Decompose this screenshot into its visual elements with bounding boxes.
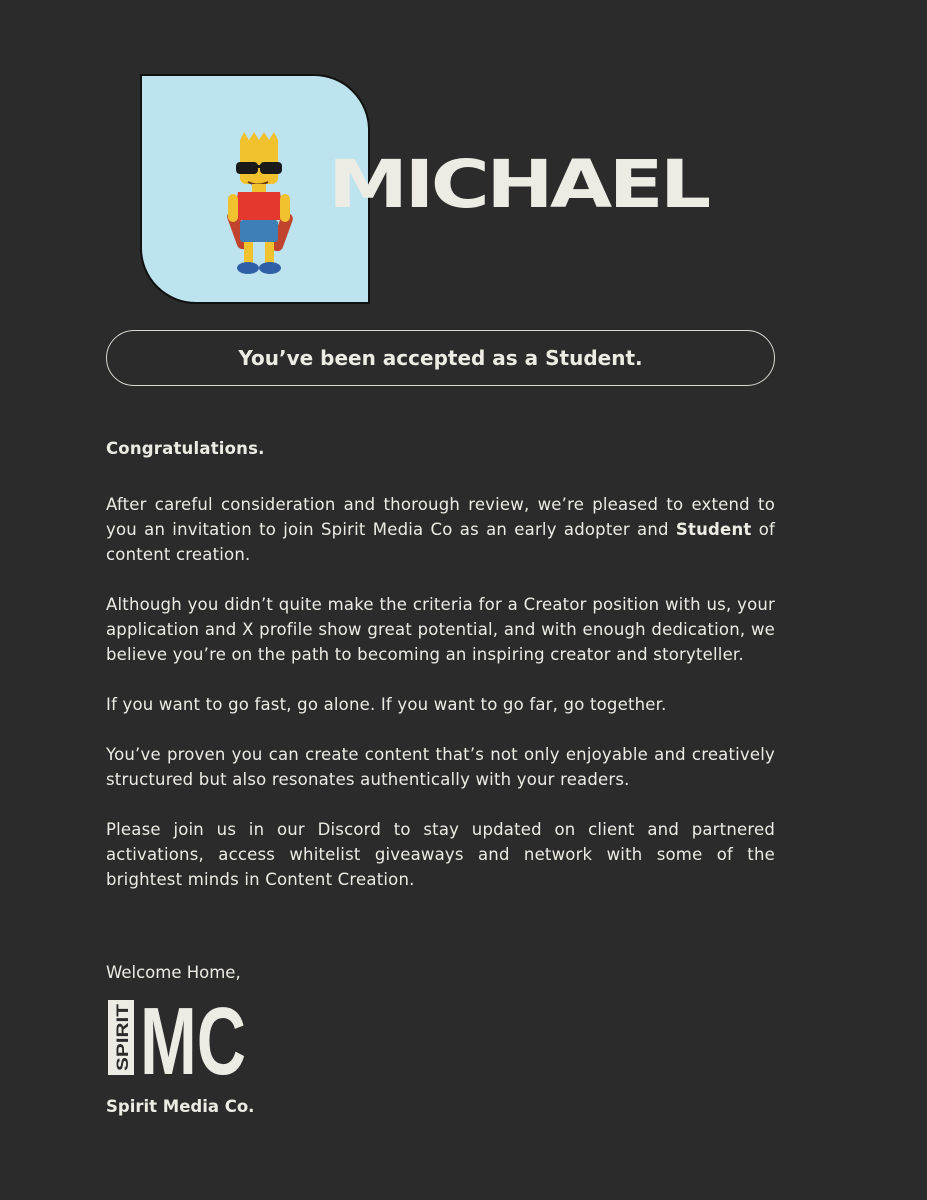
role-emphasis: Student — [675, 520, 752, 539]
letter-paragraph-1 — [106, 492, 775, 567]
letter-paragraph-2: Although you didn’t quite make the criteria for a Creator position with us, your application and X profile show great potential, and with enough dedication, we believe you’re on the path to becoming an inspiring creator and storyteller. — [106, 595, 775, 664]
paragraph-1-end: of content creation. — [106, 520, 775, 564]
greeting: Congratulations. — [106, 439, 265, 458]
letter-paragraph-3: If you want to go fast, go alone. If you want to go far, go together. — [106, 695, 667, 714]
letter-paragraph-4: You’ve proven you can create content that’s not only enjoyable and creatively structured but also resonates authentically with your readers. — [106, 745, 775, 789]
logo-vertical-text: SPIRIT — [113, 1016, 132, 1071]
letter-paragraph-5: Please join us in our Discord to stay updated on client and partnered activations, access whitelist giveaways and network with some of the brightest minds in Content Creation. — [106, 820, 775, 889]
logo-mc-text: MC — [140, 988, 246, 1095]
spirit-mc-logo — [108, 988, 248, 1095]
welcome-signoff: Welcome Home, — [106, 963, 241, 982]
paragraph-1-text: After careful consideration and thorough review, we’re pleased to extend to you an invitation to join Spirit Media Co as an early adopter and — [106, 495, 775, 539]
letter-body — [106, 436, 775, 917]
acceptance-banner-text: You’ve been accepted as a Student. — [238, 346, 643, 370]
acceptance-banner — [106, 330, 775, 386]
recipient-name: MICHAEL — [328, 146, 708, 223]
company-name: Spirit Media Co. — [106, 1097, 255, 1116]
cartoon-skater-avatar-icon — [226, 132, 296, 282]
